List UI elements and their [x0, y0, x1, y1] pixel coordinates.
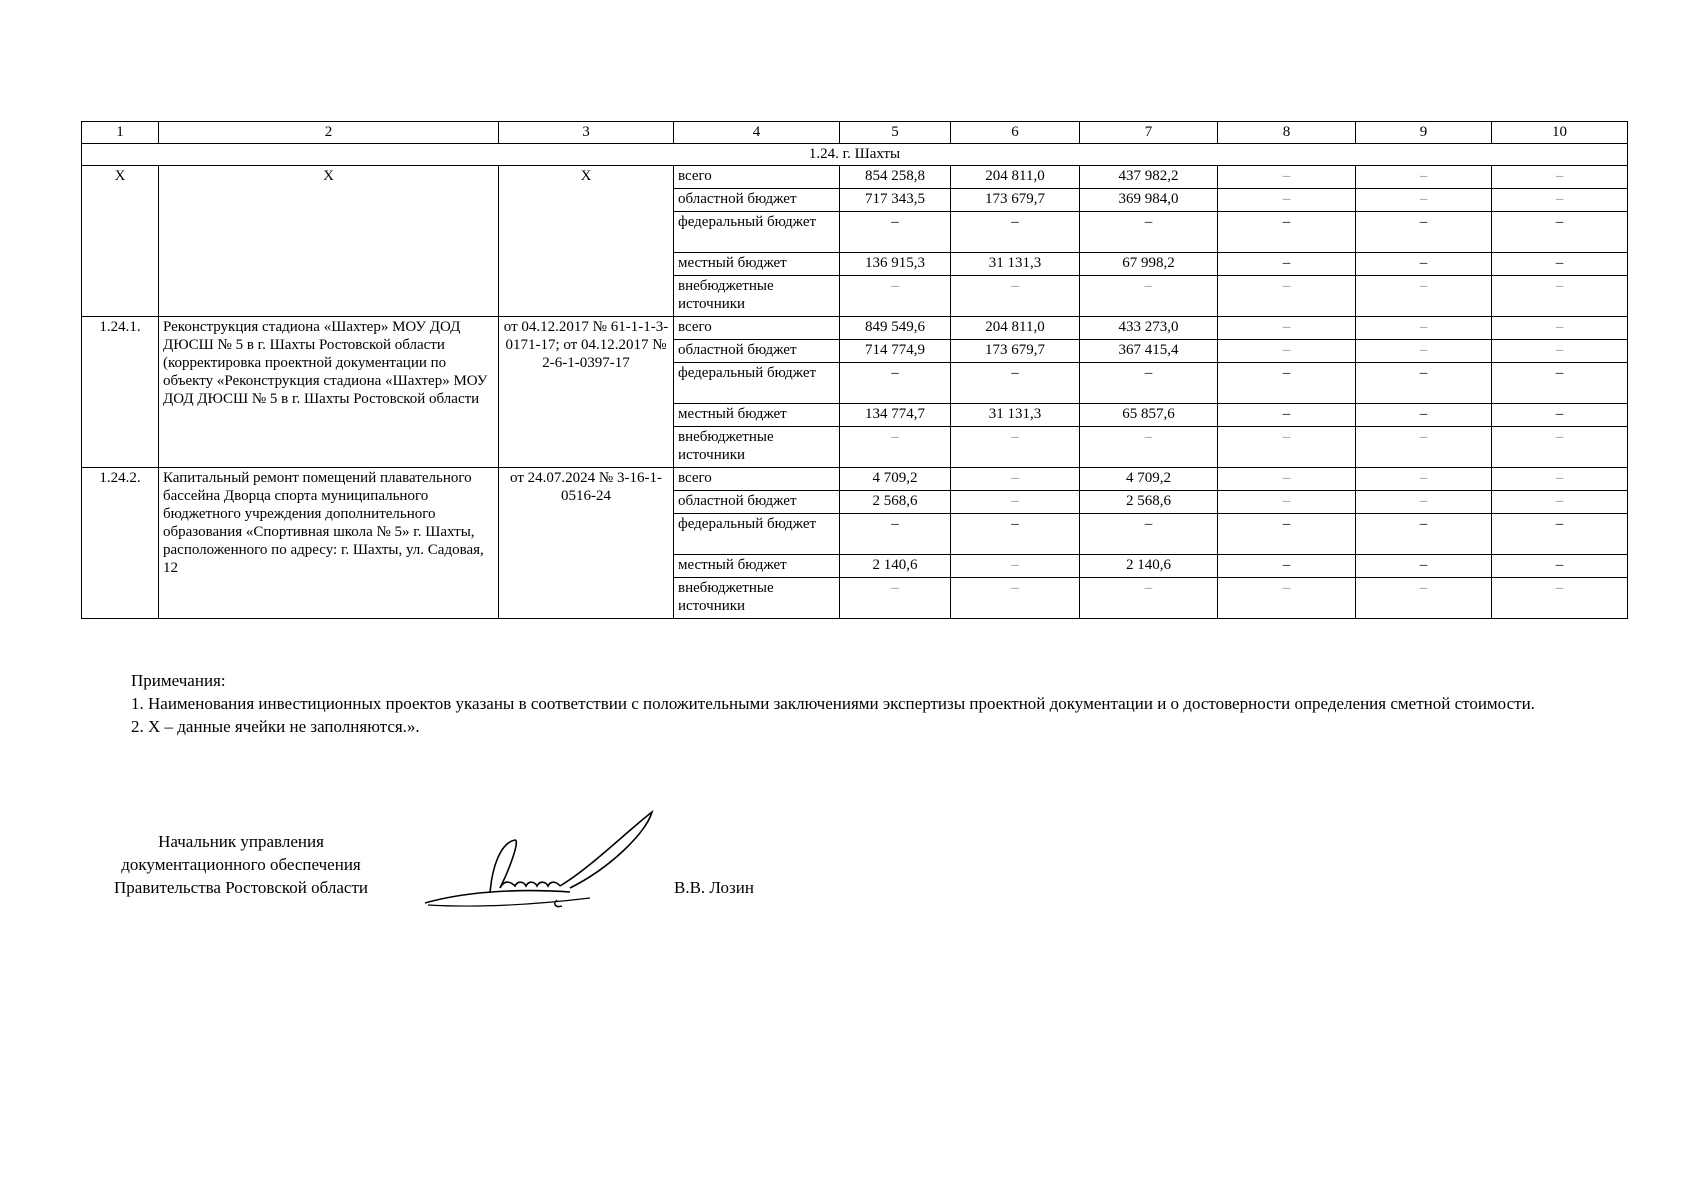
amount-cell: – [951, 276, 1080, 317]
project-name-cell: Реконструкция стадиона «Шахтер» МОУ ДОД ДЮСШ № 5 в г. Шахты Ростовской области (корректировка проектной документации по объекту «Реконструкция стадиона «Шахтер» МОУ ДОД ДЮСШ № 5 в г. Шахты Ростовской области [159, 317, 499, 468]
amount-cell: – [1492, 253, 1628, 276]
amount-cell: – [1218, 468, 1356, 491]
amount-cell: – [840, 212, 951, 253]
amount-cell: 4 709,2 [840, 468, 951, 491]
amount-cell: 2 568,6 [1080, 491, 1218, 514]
amount-cell: – [1356, 578, 1492, 619]
funding-source-cell: областной бюджет [674, 491, 840, 514]
amount-cell: – [1356, 276, 1492, 317]
row-number-cell: 1.24.2. [82, 468, 159, 619]
row-number-cell: Х [82, 166, 159, 317]
amount-cell: – [1492, 340, 1628, 363]
column-number: 4 [674, 122, 840, 144]
funding-source-cell: всего [674, 317, 840, 340]
amount-cell: – [1492, 189, 1628, 212]
amount-cell: – [951, 427, 1080, 468]
amount-cell: – [840, 578, 951, 619]
amount-cell: – [1080, 212, 1218, 253]
section-title: 1.24. г. Шахты [82, 144, 1628, 166]
amount-cell: 136 915,3 [840, 253, 951, 276]
signatory-title [81, 830, 401, 899]
funding-source-cell: местный бюджет [674, 555, 840, 578]
row-number-cell: 1.24.1. [82, 317, 159, 468]
funding-source-cell: федеральный бюджет [674, 212, 840, 253]
funding-source-cell: областной бюджет [674, 340, 840, 363]
expert-conclusion-cell: от 04.12.2017 № 61-1-1-3-0171-17; от 04.12.2017 № 2-6-1-0397-17 [499, 317, 674, 468]
amount-cell: – [1080, 276, 1218, 317]
amount-cell: 31 131,3 [951, 404, 1080, 427]
amount-cell: 717 343,5 [840, 189, 951, 212]
amount-cell: – [1218, 253, 1356, 276]
amount-cell: – [1356, 404, 1492, 427]
amount-cell: – [1492, 491, 1628, 514]
amount-cell: – [1218, 276, 1356, 317]
amount-cell: – [1492, 514, 1628, 555]
amount-cell: 437 982,2 [1080, 166, 1218, 189]
amount-cell: – [1080, 514, 1218, 555]
amount-cell: – [951, 578, 1080, 619]
amount-cell: – [1218, 427, 1356, 468]
funding-source-cell: федеральный бюджет [674, 514, 840, 555]
amount-cell: – [1218, 166, 1356, 189]
amount-cell: – [1492, 166, 1628, 189]
amount-cell: – [1492, 427, 1628, 468]
funding-source-cell: всего [674, 468, 840, 491]
section-row [82, 144, 1628, 166]
amount-cell: 2 568,6 [840, 491, 951, 514]
column-number: 9 [1356, 122, 1492, 144]
amount-cell: – [1080, 427, 1218, 468]
project-name-cell: Капитальный ремонт помещений плавательного бассейна Дворца спорта муниципального бюджетного учреждения дополнительного образования «Спортивная школа № 5» г. Шахты, расположенного по адресу: г. Шахты, ул. Садовая, 12 [159, 468, 499, 619]
expert-conclusion-cell: от 24.07.2024 № 3-16-1-0516-24 [499, 468, 674, 619]
amount-cell: 204 811,0 [951, 317, 1080, 340]
amount-cell: – [1218, 404, 1356, 427]
amount-cell: – [1080, 363, 1218, 404]
amount-cell: – [1356, 253, 1492, 276]
amount-cell: – [1492, 212, 1628, 253]
amount-cell: – [1492, 276, 1628, 317]
amount-cell: 854 258,8 [840, 166, 951, 189]
column-number: 1 [82, 122, 159, 144]
notes-heading: Примечания: [131, 671, 226, 690]
signatory-title-line: Правительства Ростовской области [114, 878, 368, 897]
column-number: 10 [1492, 122, 1628, 144]
note-item: 2. Х – данные ячейки не заполняются.». [131, 717, 420, 736]
amount-cell: – [1356, 166, 1492, 189]
amount-cell: – [1356, 427, 1492, 468]
amount-cell: – [1218, 317, 1356, 340]
amount-cell: 367 415,4 [1080, 340, 1218, 363]
amount-cell: 65 857,6 [1080, 404, 1218, 427]
amount-cell: 2 140,6 [840, 555, 951, 578]
amount-cell: 2 140,6 [1080, 555, 1218, 578]
handwritten-signature [420, 808, 660, 918]
amount-cell: – [840, 363, 951, 404]
funding-source-cell: внебюджетные источники [674, 276, 840, 317]
amount-cell: – [1218, 212, 1356, 253]
amount-cell: – [951, 363, 1080, 404]
amount-cell: 173 679,7 [951, 340, 1080, 363]
column-number: 3 [499, 122, 674, 144]
amount-cell: – [1218, 340, 1356, 363]
amount-cell: – [1356, 340, 1492, 363]
amount-cell: – [951, 468, 1080, 491]
funding-source-cell: внебюджетные источники [674, 427, 840, 468]
funding-source-cell: федеральный бюджет [674, 363, 840, 404]
signatory-title-line: Начальник управления [158, 832, 324, 851]
amount-cell: – [840, 514, 951, 555]
amount-cell: – [951, 491, 1080, 514]
amount-cell: – [1218, 491, 1356, 514]
funding-source-cell: внебюджетные источники [674, 578, 840, 619]
amount-cell: 849 549,6 [840, 317, 951, 340]
column-number: 5 [840, 122, 951, 144]
funding-source-cell: местный бюджет [674, 253, 840, 276]
signatory-title-line: документационного обеспечения [121, 855, 361, 874]
amount-cell: 433 273,0 [1080, 317, 1218, 340]
financing-table [81, 121, 1628, 619]
amount-cell: – [951, 514, 1080, 555]
funding-source-cell: местный бюджет [674, 404, 840, 427]
amount-cell: – [1218, 555, 1356, 578]
table-row [82, 166, 1628, 189]
amount-cell: – [1492, 555, 1628, 578]
amount-cell: 134 774,7 [840, 404, 951, 427]
funding-source-cell: всего [674, 166, 840, 189]
expert-conclusion-cell: Х [499, 166, 674, 317]
table-row [82, 468, 1628, 491]
amount-cell: 67 998,2 [1080, 253, 1218, 276]
amount-cell: – [1356, 555, 1492, 578]
amount-cell: – [1356, 363, 1492, 404]
amount-cell: – [1492, 317, 1628, 340]
column-number: 8 [1218, 122, 1356, 144]
column-number-row [82, 122, 1628, 144]
amount-cell: 173 679,7 [951, 189, 1080, 212]
amount-cell: – [840, 276, 951, 317]
amount-cell: – [1356, 468, 1492, 491]
amount-cell: – [1218, 578, 1356, 619]
column-number: 2 [159, 122, 499, 144]
project-name-cell: Х [159, 166, 499, 317]
column-number: 6 [951, 122, 1080, 144]
amount-cell: 204 811,0 [951, 166, 1080, 189]
amount-cell: – [951, 555, 1080, 578]
amount-cell: 31 131,3 [951, 253, 1080, 276]
amount-cell: – [1218, 363, 1356, 404]
amount-cell: – [1492, 578, 1628, 619]
note-item: 1. Наименования инвестиционных проектов указаны в соответствии с положительными заключениями экспертизы проектной документации и о достоверности определения сметной стоимости. [131, 694, 1535, 713]
funding-source-cell: областной бюджет [674, 189, 840, 212]
amount-cell: – [1356, 212, 1492, 253]
amount-cell: – [1080, 578, 1218, 619]
amount-cell: 369 984,0 [1080, 189, 1218, 212]
column-number: 7 [1080, 122, 1218, 144]
signatory-name: В.В. Лозин [674, 878, 754, 897]
amount-cell: 714 774,9 [840, 340, 951, 363]
amount-cell: 4 709,2 [1080, 468, 1218, 491]
amount-cell: – [1492, 404, 1628, 427]
amount-cell: – [1492, 468, 1628, 491]
amount-cell: – [1356, 317, 1492, 340]
amount-cell: – [1356, 189, 1492, 212]
amount-cell: – [1492, 363, 1628, 404]
notes [81, 669, 1627, 738]
amount-cell: – [1356, 514, 1492, 555]
amount-cell: – [840, 427, 951, 468]
amount-cell: – [1218, 189, 1356, 212]
amount-cell: – [1218, 514, 1356, 555]
amount-cell: – [1356, 491, 1492, 514]
table-row [82, 317, 1628, 340]
amount-cell: – [951, 212, 1080, 253]
